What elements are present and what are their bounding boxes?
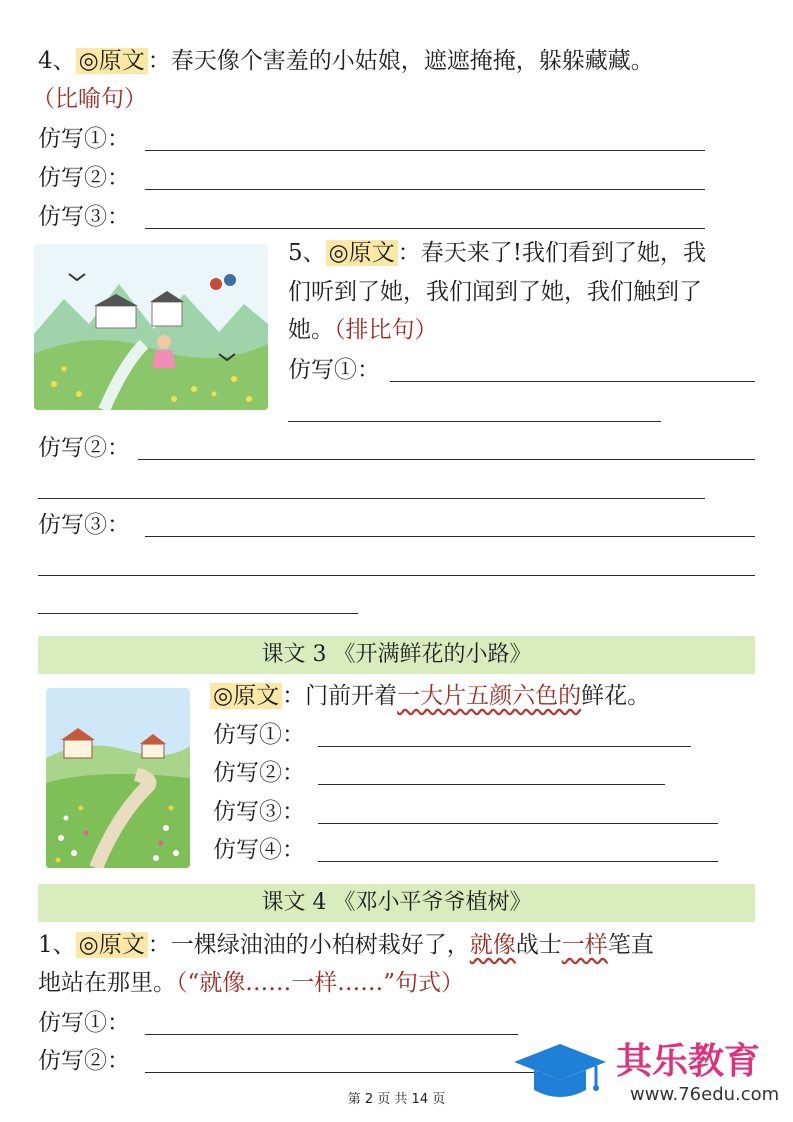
s5-line1-blank-a[interactable] — [390, 381, 755, 382]
lesson4-text-b: 战士 — [515, 932, 562, 958]
lesson3-mark: 一大片五颜六色的 — [397, 683, 582, 709]
s5-text3: 她。 — [288, 317, 334, 343]
lesson3-post: 鲜花。 — [581, 683, 651, 709]
flower-path-illustration — [46, 688, 190, 868]
s4-line2-blank[interactable] — [145, 189, 705, 190]
s4-line1-blank[interactable] — [145, 150, 705, 151]
lesson3-label: ◎原文 — [210, 683, 282, 709]
s5-line1-label: 仿写①： — [288, 357, 380, 383]
s4-label: ◎原文 — [76, 48, 148, 74]
lesson4-type: （“就像……一样……”句式） — [176, 970, 465, 996]
lesson3-line2-label: 仿写②： — [213, 760, 305, 786]
s4-number: 4、 — [38, 48, 76, 74]
lesson4-colon: ： — [147, 932, 171, 958]
page-number: 第 2 页 共 14 页 — [347, 1092, 446, 1107]
s5-line3-blank-a[interactable] — [145, 536, 755, 537]
lesson4-number: 1、 — [38, 932, 76, 958]
lesson3-line4-blank[interactable] — [318, 861, 718, 862]
lesson3-title: 课文 3 《开满鲜花的小路》 — [261, 642, 532, 667]
s4-text: 春天像个害羞的小姑娘，遮遮掩掩，躲躲藏藏。 — [170, 48, 654, 74]
s5-text1: 春天来了!我们看到了她，我 — [420, 240, 706, 266]
s4-line3-blank[interactable] — [145, 228, 705, 229]
s5-line2-label: 仿写②： — [38, 435, 130, 461]
s5-line2-blank-a[interactable] — [138, 459, 755, 460]
s4-colon: ： — [147, 48, 171, 74]
s5-number: 5、 — [288, 240, 326, 266]
brand-name: 其乐教育 — [616, 1041, 761, 1082]
lesson4-line1-label: 仿写①： — [38, 1010, 130, 1036]
s5-line3-blank-c[interactable] — [38, 613, 358, 614]
s5-line3-label: 仿写③： — [38, 512, 130, 538]
lesson4-line2-label: 仿写②： — [38, 1048, 130, 1074]
s4-line2-label: 仿写②： — [38, 165, 130, 191]
lesson4-prompt-line1 — [38, 930, 654, 960]
lesson3-line3-label: 仿写③： — [213, 799, 305, 825]
lesson4-text-a: 一棵绿油油的小柏树栽好了， — [170, 932, 470, 958]
s4-line3-label: 仿写③： — [38, 204, 130, 230]
spring-illustration — [34, 244, 268, 410]
s5-prompt-line1 — [288, 238, 706, 268]
lesson3-pre: 门前开着 — [305, 683, 398, 709]
lesson4-line1-blank[interactable] — [145, 1034, 518, 1035]
s5-line2-blank-b[interactable] — [38, 498, 705, 499]
lesson3-prompt — [210, 681, 650, 711]
lesson3-line2-blank[interactable] — [318, 784, 665, 785]
lesson4-header — [38, 884, 755, 922]
lesson4-line2-text: 地站在那里。 — [38, 970, 176, 996]
s4-line1-label: 仿写①： — [38, 126, 130, 152]
s5-prompt-line3 — [288, 315, 438, 345]
s4-prompt — [38, 46, 654, 76]
lesson3-line1-blank[interactable] — [318, 746, 691, 747]
lesson4-prompt-line2 — [38, 968, 464, 998]
s5-colon: ： — [397, 240, 421, 266]
lesson3-header — [38, 636, 755, 674]
lesson3-line1-label: 仿写①： — [213, 722, 305, 748]
s5-line3-blank-b[interactable] — [38, 575, 755, 576]
lesson3-line3-blank[interactable] — [318, 823, 718, 824]
s4-type: （比喻句） — [32, 86, 147, 112]
s5-label: ◎原文 — [326, 240, 398, 266]
lesson4-line2-blank[interactable] — [145, 1072, 565, 1073]
lesson3-line4-label: 仿写④： — [213, 837, 305, 863]
brand-url: www.76edu.com — [630, 1084, 780, 1105]
s5-line1-blank-b[interactable] — [288, 421, 661, 422]
s5-type: （排比句） — [334, 317, 438, 343]
lesson3-colon: ： — [282, 683, 306, 709]
lesson4-label: ◎原文 — [76, 932, 148, 958]
lesson4-mark2: 一样 — [561, 932, 608, 958]
lesson4-mark1: 就像 — [469, 932, 516, 958]
s5-text2: 们听到了她，我们闻到了她，我们触到了 — [288, 279, 702, 305]
lesson4-title: 课文 4 《邓小平爷爷植树》 — [261, 890, 532, 915]
lesson4-text-c: 笔直 — [607, 932, 654, 958]
